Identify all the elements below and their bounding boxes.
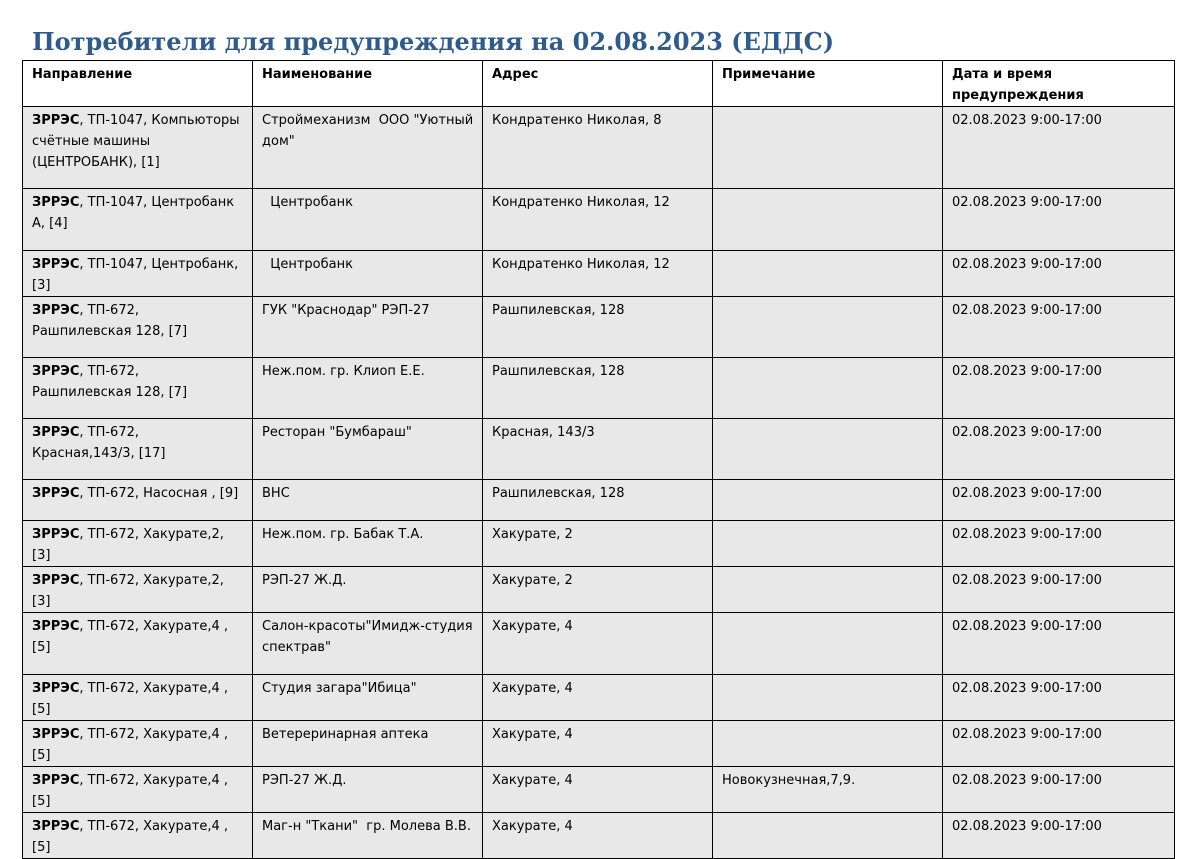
direction-detail: , ТП-672, Хакурате,2, [3]	[32, 573, 229, 609]
direction-code: ЗРРЭС	[32, 681, 80, 696]
cell-name: Неж.пом. гр. Бабак Т.А.	[253, 521, 483, 567]
cell-note	[713, 297, 943, 358]
table-row	[23, 480, 1175, 521]
cell-address: Кондратенко Николая, 12	[483, 189, 713, 251]
cell-name: Ветереринарная аптека	[253, 721, 483, 767]
cell-note	[713, 521, 943, 567]
table-body	[23, 107, 1175, 859]
direction-code: ЗРРЭС	[32, 195, 80, 210]
cell-name: Маг-н "Ткани" гр. Молева В.В.	[253, 813, 483, 859]
cell-address: Хакурате, 2	[483, 567, 713, 613]
cell-note	[713, 480, 943, 521]
cell-address: Хакурате, 4	[483, 675, 713, 721]
direction-detail: , ТП-672, Хакурате,2, [3]	[32, 527, 229, 563]
direction-detail: , ТП-672, Рашпилевская 128, [7]	[32, 303, 188, 339]
cell-name: Центробанк	[253, 189, 483, 251]
direction-detail: , ТП-672, Насосная , [9]	[79, 486, 239, 501]
header-name: Наименование	[253, 61, 483, 107]
cell-direction	[23, 767, 253, 813]
direction-code: ЗРРЭС	[32, 619, 80, 634]
table-header	[23, 61, 1175, 107]
cell-datetime: 02.08.2023 9:00-17:00	[943, 721, 1175, 767]
cell-name: Центробанк	[253, 251, 483, 297]
consumers-table	[22, 60, 1175, 859]
cell-address: Хакурате, 4	[483, 813, 713, 859]
cell-address: Хакурате, 4	[483, 721, 713, 767]
cell-datetime: 02.08.2023 9:00-17:00	[943, 251, 1175, 297]
direction-detail: , ТП-672, Красная,143/3, [17]	[32, 425, 166, 461]
cell-name: РЭП-27 Ж.Д.	[253, 767, 483, 813]
header-note: Примечание	[713, 61, 943, 107]
cell-datetime: 02.08.2023 9:00-17:00	[943, 567, 1175, 613]
cell-direction	[23, 419, 253, 480]
cell-note	[713, 419, 943, 480]
table-row	[23, 358, 1175, 419]
table-row	[23, 613, 1175, 675]
cell-name: Неж.пом. гр. Клиоп Е.Е.	[253, 358, 483, 419]
cell-note	[713, 675, 943, 721]
cell-note: Новокузнечная,7,9.	[713, 767, 943, 813]
cell-direction	[23, 358, 253, 419]
direction-detail: , ТП-672, Хакурате,4 , [5]	[32, 619, 233, 655]
cell-direction	[23, 297, 253, 358]
cell-note	[713, 251, 943, 297]
table-row	[23, 521, 1175, 567]
cell-note	[713, 358, 943, 419]
direction-code: ЗРРЭС	[32, 486, 80, 501]
direction-code: ЗРРЭС	[32, 819, 80, 834]
table-row	[23, 189, 1175, 251]
cell-datetime: 02.08.2023 9:00-17:00	[943, 480, 1175, 521]
cell-datetime: 02.08.2023 9:00-17:00	[943, 521, 1175, 567]
direction-code: ЗРРЭС	[32, 727, 80, 742]
cell-datetime: 02.08.2023 9:00-17:00	[943, 675, 1175, 721]
cell-name: Строймеханизм ООО "Уютный дом"	[253, 107, 483, 189]
direction-detail: , ТП-672, Хакурате,4 , [5]	[32, 727, 233, 763]
table-row	[23, 251, 1175, 297]
cell-address: Рашпилевская, 128	[483, 358, 713, 419]
cell-note	[713, 721, 943, 767]
direction-code: ЗРРЭС	[32, 527, 80, 542]
cell-note	[713, 613, 943, 675]
cell-datetime: 02.08.2023 9:00-17:00	[943, 358, 1175, 419]
cell-direction	[23, 251, 253, 297]
cell-direction	[23, 813, 253, 859]
cell-direction	[23, 721, 253, 767]
cell-name: Студия загара"Ибица"	[253, 675, 483, 721]
page-title: Потребители для предупреждения на 02.08.2023 (ЕДДС)	[32, 27, 835, 56]
cell-address: Хакурате, 2	[483, 521, 713, 567]
cell-direction	[23, 521, 253, 567]
cell-address: Хакурате, 4	[483, 767, 713, 813]
header-address: Адрес	[483, 61, 713, 107]
cell-name: ГУК "Краснодар" РЭП-27	[253, 297, 483, 358]
header-direction: Направление	[23, 61, 253, 107]
cell-datetime: 02.08.2023 9:00-17:00	[943, 419, 1175, 480]
cell-name: РЭП-27 Ж.Д.	[253, 567, 483, 613]
direction-code: ЗРРЭС	[32, 573, 80, 588]
direction-code: ЗРРЭС	[32, 303, 80, 318]
cell-address: Красная, 143/3	[483, 419, 713, 480]
direction-code: ЗРРЭС	[32, 113, 80, 128]
cell-direction	[23, 567, 253, 613]
direction-detail: , ТП-672, Хакурате,4 , [5]	[32, 773, 233, 809]
direction-detail: , ТП-1047, Компьюторы счётные машины (ЦЕНТРОБАНК), [1]	[32, 113, 244, 170]
cell-direction	[23, 675, 253, 721]
table-row	[23, 767, 1175, 813]
table-row	[23, 567, 1175, 613]
cell-direction	[23, 107, 253, 189]
header-datetime: Дата и время предупреждения	[943, 61, 1175, 107]
direction-code: ЗРРЭС	[32, 773, 80, 788]
table-row	[23, 675, 1175, 721]
table-row	[23, 721, 1175, 767]
cell-note	[713, 107, 943, 189]
cell-name: Салон-красоты"Имидж-студия спектрав"	[253, 613, 483, 675]
cell-name: Ресторан "Бумбараш"	[253, 419, 483, 480]
cell-note	[713, 813, 943, 859]
header-row	[23, 61, 1175, 107]
cell-note	[713, 567, 943, 613]
direction-code: ЗРРЭС	[32, 364, 80, 379]
direction-detail: , ТП-672, Рашпилевская 128, [7]	[32, 364, 188, 400]
cell-direction	[23, 613, 253, 675]
cell-address: Рашпилевская, 128	[483, 297, 713, 358]
table-row	[23, 107, 1175, 189]
cell-datetime: 02.08.2023 9:00-17:00	[943, 613, 1175, 675]
cell-address: Хакурате, 4	[483, 613, 713, 675]
cell-datetime: 02.08.2023 9:00-17:00	[943, 189, 1175, 251]
direction-code: ЗРРЭС	[32, 425, 80, 440]
cell-name: ВНС	[253, 480, 483, 521]
direction-detail: , ТП-1047, Центробанк, [3]	[32, 257, 243, 293]
cell-direction	[23, 480, 253, 521]
cell-address: Кондратенко Николая, 12	[483, 251, 713, 297]
cell-datetime: 02.08.2023 9:00-17:00	[943, 767, 1175, 813]
table-row	[23, 419, 1175, 480]
direction-detail: , ТП-672, Хакурате,4 , [5]	[32, 819, 233, 855]
cell-datetime: 02.08.2023 9:00-17:00	[943, 297, 1175, 358]
table-row	[23, 813, 1175, 859]
direction-detail: , ТП-672, Хакурате,4 , [5]	[32, 681, 233, 717]
table-row	[23, 297, 1175, 358]
direction-detail: , ТП-1047, Центробанк А, [4]	[32, 195, 239, 231]
cell-address: Рашпилевская, 128	[483, 480, 713, 521]
cell-datetime: 02.08.2023 9:00-17:00	[943, 107, 1175, 189]
cell-direction	[23, 189, 253, 251]
cell-address: Кондратенко Николая, 8	[483, 107, 713, 189]
direction-code: ЗРРЭС	[32, 257, 80, 272]
cell-note	[713, 189, 943, 251]
cell-datetime: 02.08.2023 9:00-17:00	[943, 813, 1175, 859]
